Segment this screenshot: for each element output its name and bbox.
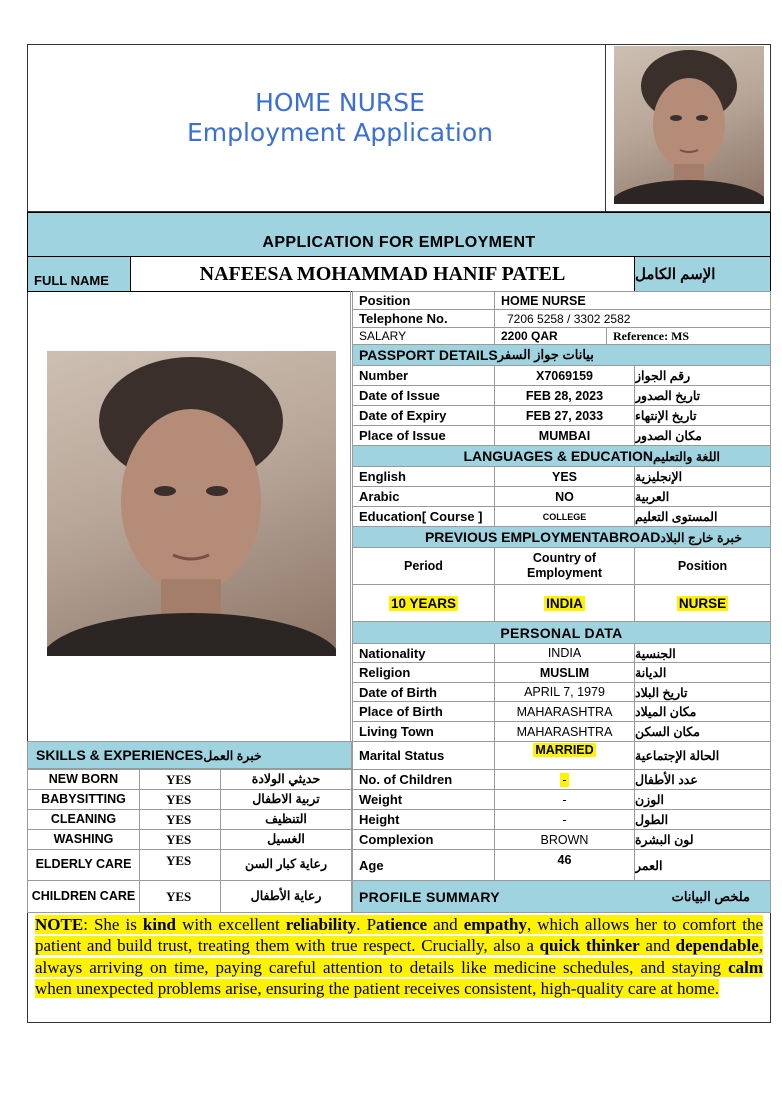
passport-heading: PASSPORT DETAILS بيانات جواز السفر: [352, 344, 771, 366]
full-name-value: NAFEESA MOHAMMAD HANIF PATEL: [130, 256, 635, 292]
skill-value: YES: [139, 829, 221, 850]
passport-label-ar: تاريخ الإنتهاء: [634, 405, 771, 426]
position-value: HOME NURSE: [494, 291, 771, 310]
passport-label-ar: مكان الصدور: [634, 425, 771, 446]
personal-label-ar: العمر: [634, 849, 771, 881]
personal-value: MAHARASHTRA: [494, 721, 635, 742]
position-label: Position: [352, 291, 495, 310]
passport-value: X7069159: [494, 365, 635, 386]
personal-label: Nationality: [352, 643, 495, 663]
personal-value: INDIA: [494, 643, 635, 663]
employment-country: INDIA: [494, 584, 635, 622]
personal-value: BROWN: [494, 829, 635, 850]
skill-label-ar: تربية الاطفال: [220, 789, 352, 810]
skill-label-ar: التنظيف: [220, 809, 352, 830]
skill-value: YES: [139, 769, 221, 790]
telephone-value: 7206 5258 / 3302 2582: [494, 309, 771, 328]
personal-value: MUSLIM: [494, 662, 635, 683]
personal-label: Height: [352, 809, 495, 830]
header-divider: [605, 44, 606, 212]
skill-value: YES: [139, 880, 221, 913]
skills-heading: SKILLS & EXPERIENCES خبرة العمل: [27, 741, 352, 769]
personal-label: Date of Birth: [352, 682, 495, 702]
passport-label-ar: تاريخ الصدور: [634, 385, 771, 406]
note-paragraph: NOTE: She is kind with excellent reliability. Patience and empathy, which allows her to comfort the patient and build trust, treating them with true respect. Crucially, also a quick thinker and dependable, always arriving on time, paying careful attention to details like medicine schedules, and staying calm when unexpected problems arise, ensuring the patient receives consistent, high-quality care at home.: [35, 915, 764, 999]
employment-col-period: Period: [352, 547, 495, 585]
personal-label-ar: لون البشرة: [634, 829, 771, 850]
employment-col-position: Position: [634, 547, 771, 585]
passport-label: Place of Issue: [352, 425, 495, 446]
personal-label: Place of Birth: [352, 701, 495, 722]
language-label-ar: الإنجليزية: [634, 466, 771, 487]
skill-label: BABYSITTING: [27, 789, 140, 810]
personal-label: Living Town: [352, 721, 495, 742]
personal-label-ar: الوزن: [634, 789, 771, 810]
skill-label: CLEANING: [27, 809, 140, 830]
salary-value: 2200 QAR: [494, 327, 607, 345]
personal-value: -: [494, 769, 635, 790]
employment-position: NURSE: [634, 584, 771, 622]
language-label-ar: المستوى التعليم: [634, 506, 771, 527]
language-value: NO: [494, 486, 635, 507]
skill-value: YES: [139, 809, 221, 830]
passport-label: Date of Issue: [352, 385, 495, 406]
skill-label-ar: حديثي الولادة: [220, 769, 352, 790]
passport-value: FEB 28, 2023: [494, 385, 635, 406]
personal-value: -: [494, 809, 635, 830]
language-label-ar: العربية: [634, 486, 771, 507]
personal-label-ar: مكان الميلاد: [634, 701, 771, 722]
personal-label-ar: الطول: [634, 809, 771, 830]
personal-label: Age: [352, 849, 495, 881]
personal-heading: PERSONAL DATA: [352, 621, 771, 644]
personal-label-ar: الجنسية: [634, 643, 771, 663]
full-name-label: FULL NAME: [27, 256, 131, 292]
employment-col-country: Country of Employment: [494, 547, 635, 585]
personal-value: MAHARASHTRA: [494, 701, 635, 722]
skill-label-ar: الغسيل: [220, 829, 352, 850]
skill-value: YES: [139, 789, 221, 810]
personal-value: -: [494, 789, 635, 810]
photo-large: [47, 351, 336, 656]
personal-label: Weight: [352, 789, 495, 810]
personal-label-ar: مكان السكن: [634, 721, 771, 742]
personal-label: Religion: [352, 662, 495, 683]
passport-value: MUMBAI: [494, 425, 635, 446]
employment-heading: PREVIOUS EMPLOYMENTABROAD خبرة خارج البلاد: [352, 526, 771, 548]
salary-label: SALARY: [352, 327, 495, 345]
personal-label-ar: تاريخ البلاد: [634, 682, 771, 702]
language-value: YES: [494, 466, 635, 487]
employment-period: 10 YEARS: [352, 584, 495, 622]
full-name-label-ar: الإسم الكامل: [634, 256, 771, 292]
passport-label: Number: [352, 365, 495, 386]
reference: Reference: MS: [606, 327, 771, 345]
skill-label: WASHING: [27, 829, 140, 850]
personal-value: 46: [494, 849, 635, 881]
skill-label: ELDERLY CARE: [27, 849, 140, 881]
languages-heading: LANGUAGES & EDUCATION اللغة والتعليم: [352, 445, 771, 467]
skill-label-ar: رعاية كبار السن: [220, 849, 352, 881]
personal-label-ar: عدد الأطفال: [634, 769, 771, 790]
passport-label: Date of Expiry: [352, 405, 495, 426]
personal-label-ar: الحالة الإجتماعية: [634, 741, 771, 770]
skill-label: NEW BORN: [27, 769, 140, 790]
title-line-1: HOME NURSE: [255, 88, 425, 117]
language-label: Arabic: [352, 486, 495, 507]
personal-label: No. of Children: [352, 769, 495, 790]
title-line-2: Employment Application: [186, 118, 494, 147]
personal-label-ar: الديانة: [634, 662, 771, 683]
personal-label: Complexion: [352, 829, 495, 850]
skill-label-ar: رعاية الأطفال: [220, 880, 352, 913]
header-title: [120, 88, 560, 148]
language-label: Education[ Course ]: [352, 506, 495, 527]
personal-value: MARRIED: [494, 741, 635, 770]
language-label: English: [352, 466, 495, 487]
skill-label: CHILDREN CARE: [27, 880, 140, 913]
language-value: COLLEGE: [494, 506, 635, 527]
personal-value: APRIL 7, 1979: [494, 682, 635, 702]
telephone-label: Telephone No.: [352, 309, 495, 328]
application-heading-bar: [27, 212, 771, 257]
personal-label: Marital Status: [352, 741, 495, 770]
photo-small: [614, 46, 764, 204]
profile-heading: PROFILE SUMMARY ملخص البيانات: [352, 880, 771, 913]
application-heading: APPLICATION FOR EMPLOYMENT: [262, 234, 536, 251]
passport-label-ar: رقم الجواز: [634, 365, 771, 386]
passport-value: FEB 27, 2033: [494, 405, 635, 426]
skill-value: YES: [139, 849, 221, 881]
